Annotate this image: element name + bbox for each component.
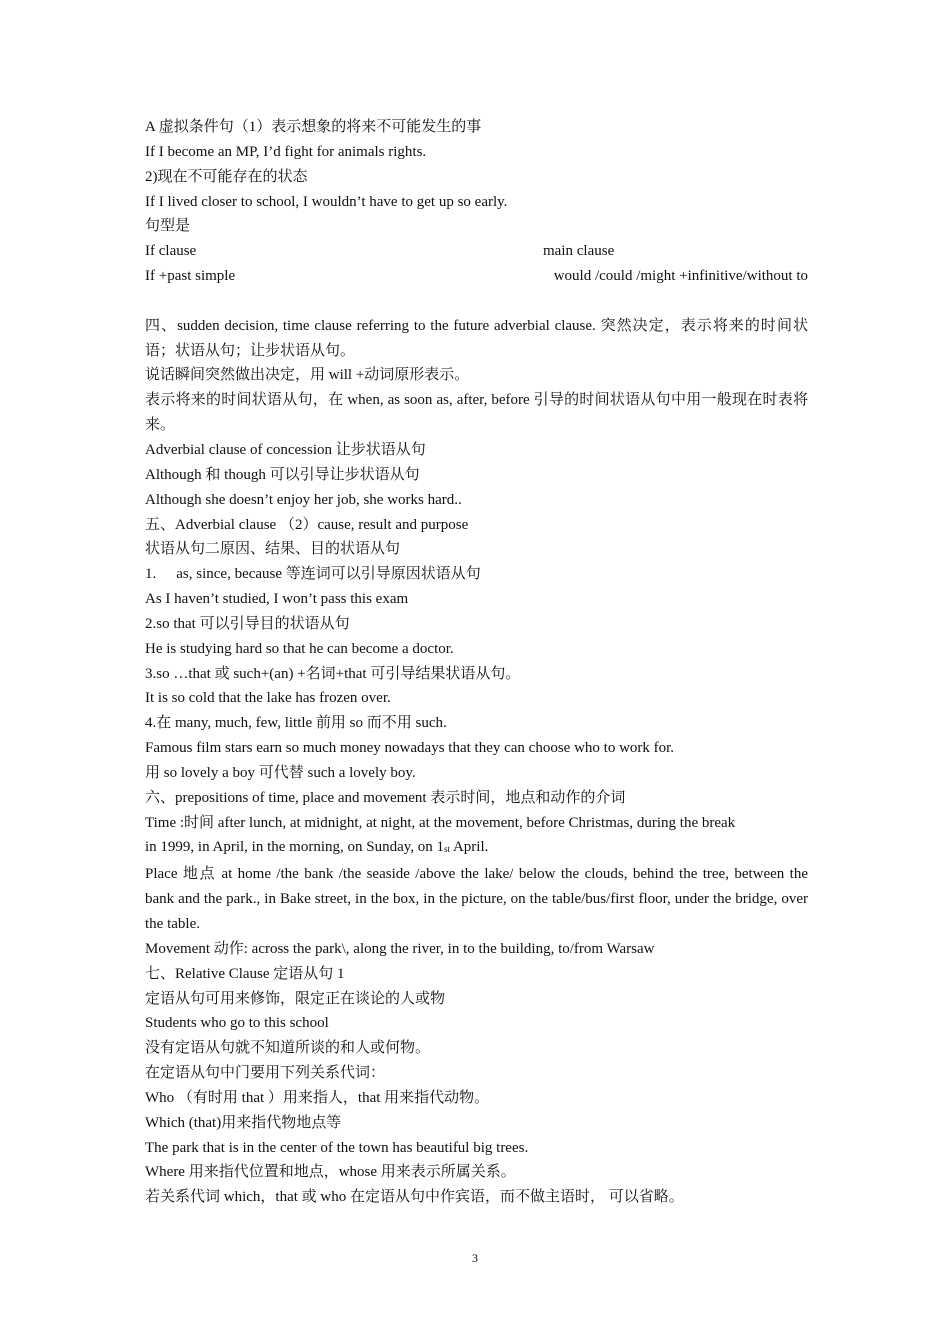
text-line: 3.so …that 或 such+(an) +名词+that 可引导结果状语从句。	[145, 665, 521, 682]
text-paragraph: Place 地点 at home /the bank /the seaside /above the lake/ below the clouds, behind the tree, between the bank and the park., in Bake street, in the box, in the picture, on the table/bus/first floor, under the bridge, over the table.	[145, 866, 808, 932]
text-line	[145, 835, 808, 862]
text-line: Movement 动作: across the park\, along the river, in to the building, to/from Warsaw	[145, 940, 655, 957]
text-line: If I become an MP, I’d fight for animals rights.	[145, 143, 427, 160]
if-clause-form: If +past simple	[145, 268, 236, 285]
time-examples-end: April.	[450, 839, 489, 856]
page-number: 3	[472, 1251, 478, 1265]
text-line: If I lived closer to school, I wouldn’t have to get up so early.	[145, 193, 508, 210]
text-line: Where 用来指代位置和地点，whose 用来表示所属关系。	[145, 1164, 516, 1181]
text-line: 4.在 many, much, few, little 前用 so 而不用 such.	[145, 715, 447, 732]
text-line: 定语从句可用来修饰，限定正在谈论的人或物	[145, 990, 446, 1007]
text-paragraph: 表示将来的时间状语从句，在 when, as soon as, after, before 引导的时间状语从句中用一般现在时表将来。	[145, 392, 808, 434]
text-line: Time :时间 after lunch, at midnight, at night, at the movement, before Christmas, during the break	[145, 814, 736, 831]
text-line: 状语从句二原因、结果、目的状语从句	[145, 541, 401, 558]
text-line: 2.so that 可以引导目的状语从句	[145, 615, 350, 632]
text-line: Students who go to this school	[145, 1015, 329, 1032]
main-clause-label: main clause	[543, 243, 615, 260]
numbered-line	[145, 562, 808, 587]
text-line: A 虚拟条件句（1）表示想象的将来不可能发生的事	[145, 119, 482, 135]
text-line: Which (that)用来指代物地点等	[145, 1114, 342, 1131]
pattern-form-row	[145, 264, 808, 289]
text-line: 在定语从句中门要用下列关系代词：	[145, 1065, 386, 1082]
text-line: He is studying hard so that he can become a doctor.	[145, 640, 454, 657]
text-line: As I haven’t studied, I won’t pass this exam	[145, 591, 409, 608]
list-number: 1.	[145, 566, 157, 583]
pattern-header-row	[145, 239, 808, 264]
text-paragraph: 四、sudden decision, time clause referring to the future adverbial clause. 突然决定，表示将来的时间状语；状语从句；让步状语从句。	[145, 317, 808, 359]
text-line: Adverbial clause of concession 让步状语从句	[145, 441, 426, 458]
text-line: Who （有时用 that ）用来指人，that 用来指代动物。	[145, 1089, 490, 1106]
list-text: as, since, because 等连词可以引导原因状语从句	[176, 566, 481, 583]
text-line: 五、Adverbial clause （2）cause, result and purpose	[145, 516, 469, 533]
text-line: Famous film stars earn so much money nowadays that they can choose who to work for.	[145, 740, 675, 757]
document-body	[145, 115, 808, 1210]
text-line: 句型是	[145, 218, 191, 235]
text-line: 说话瞬间突然做出决定，用 will +动词原形表示。	[145, 367, 470, 384]
text-line: Although she doesn’t enjoy her job, she works hard..	[145, 491, 462, 508]
text-line: It is so cold that the lake has frozen over.	[145, 690, 391, 707]
text-line: 七、Relative Clause 定语从句 1	[145, 965, 345, 982]
text-line: 若关系代词 which，that 或 who 在定语从句中作宾语，而不做主语时， 可以省略。	[145, 1189, 684, 1206]
text-line: 六、prepositions of time, place and movement 表示时间，地点和动作的介词	[145, 789, 626, 806]
time-examples-text: in 1999, in April, in the morning, on Sunday, on 1	[145, 839, 445, 856]
text-line: 用 so lovely a boy 可代替 such a lovely boy.	[145, 764, 416, 781]
text-line: The park that is in the center of the town has beautiful big trees.	[145, 1139, 529, 1156]
text-line: Although 和 though 可以引导让步状语从句	[145, 466, 420, 483]
if-clause-label: If clause	[145, 243, 197, 260]
text-line: 2)现在不可能存在的状态	[145, 168, 308, 185]
text-line: 没有定语从句就不知道所谈的和人或何物。	[145, 1040, 431, 1057]
ordinal-suffix: st	[444, 844, 451, 855]
main-clause-form: would /could /might +infinitive/without to	[553, 268, 808, 285]
blank-line	[145, 289, 808, 314]
